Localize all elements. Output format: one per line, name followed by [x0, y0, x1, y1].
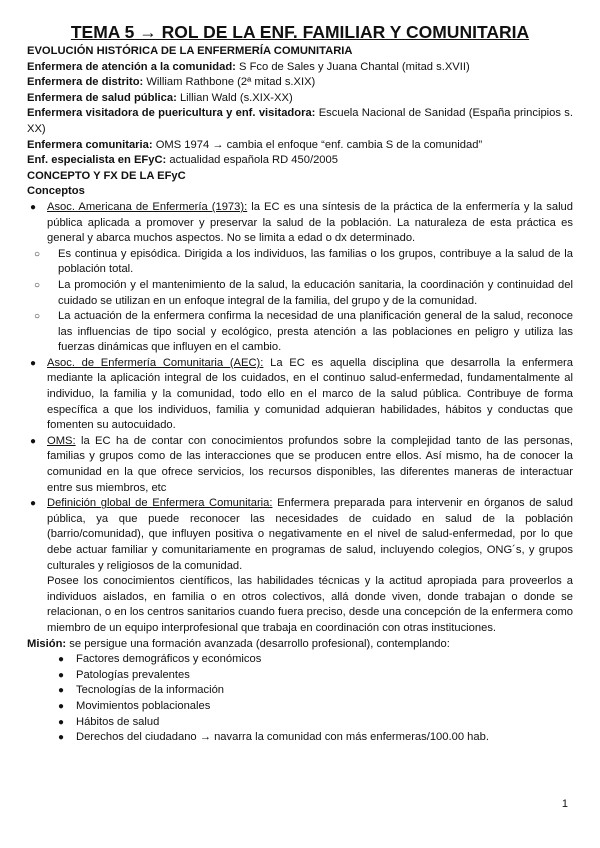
history-label: Enfermera de distrito: — [27, 76, 144, 89]
document-page — [27, 22, 573, 746]
concept-item — [27, 496, 573, 574]
mision-item — [27, 668, 573, 684]
history-line — [27, 91, 573, 107]
bullet-icon: ● — [58, 654, 65, 666]
concept-subitem-text: La promoción y el mantenimiento de la salud, la educación sanitaria, la coordinación y continuidad del cuidado se utilizan en un enfoque integral de la familia, del grupo y de la comunidad. — [58, 278, 573, 307]
subsection-heading-conceptos: Conceptos — [27, 185, 85, 198]
concept-subitem — [27, 247, 573, 278]
section-heading-concepto: CONCEPTO Y FX DE LA EFyC — [27, 169, 186, 182]
mision-item — [27, 699, 573, 715]
mision-item — [27, 715, 573, 731]
section-heading-evolucion: EVOLUCIÓN HISTÓRICA DE LA ENFERMERÍA COMUNITARIA — [27, 45, 353, 57]
mision-item-text: Derechos del ciudadano → navarra la comunidad con más enfermeras/100.00 hab. — [76, 731, 489, 744]
history-line — [27, 138, 573, 154]
mision-item-text: Factores demográficos y económicos — [76, 653, 262, 666]
history-list — [27, 60, 573, 169]
history-label: Enfermera comunitaria: — [27, 138, 153, 151]
sub-bullet-icon: ○ — [34, 311, 41, 323]
bullet-icon: ● — [58, 716, 65, 728]
history-text: Escuela Nacional de Sanidad (España principios s. XX) — [27, 107, 573, 135]
mision-line — [27, 637, 573, 653]
concept-text: La EC es aquella disciplina que desarrolla la enfermera mediante la aplicación integral de los cuidados, en el continuo salud-enfermedad, fundamentalmente al individuo, la familia y la comunidad, todo ello en el marco de la salud pública. Contribuye de forma específica a que los individuos, familia y comunidad adquieran habilidades, hábitos y conductas que fomenten su autocuidado. — [47, 356, 573, 432]
history-label: Enfermera de atención a la comunidad: — [27, 60, 236, 73]
mision-item-text: Tecnologías de la información — [76, 684, 225, 697]
bullet-icon: ● — [58, 732, 65, 744]
page-number: 1 — [561, 798, 568, 810]
mision-list — [27, 652, 573, 746]
history-text: OMS 1974 → cambia el enfoque “enf. cambia S de la comunidad” — [152, 138, 483, 151]
concept-subitem-text: La actuación de la enfermera confirma la necesidad de una planificación general de la salud, reconoce las influencias de tipo social y ecológico, presta atención a las poblaciones en peligro y utiliza las fuerzas dinámicas que influyen en el cambio. — [58, 310, 573, 354]
concept-label: Definición global de Enfermera Comunitaria: — [47, 497, 273, 510]
bullet-icon: ● — [58, 685, 65, 697]
bullet-icon: ● — [30, 498, 37, 510]
history-text: S Fco de Sales y Juana Chantal (mitad s.XVII) — [235, 60, 470, 73]
bullet-icon: ● — [58, 700, 65, 712]
mision-item-text: Patologías prevalentes — [76, 668, 190, 681]
concept-item — [27, 200, 573, 247]
concept-text: Enfermera preparada para intervenir en órganos de salud pública, ya que puede reconocer las necesidades de cuidado en salud de la población (barrio/comunidad), que influyen positiva o negativamente en el nivel de salud-enfermedad, por lo que debe actuar familiar y comunitariamente en programas de salud, incluyendo colegios, ONG´s, y grupos culturales y religiosos de la comunidad. — [47, 497, 573, 572]
concept-label: Asoc. Americana de Enfermería (1973): — [47, 200, 248, 213]
mision-item-text: Movimientos poblacionales — [76, 699, 211, 712]
bullet-icon: ● — [30, 201, 37, 213]
history-line — [27, 106, 573, 137]
concept-text: la EC es una síntesis de la práctica de la enfermería y la salud pública aplicada a promover y preservar la salud de la población. La naturaleza de esta práctica es general y abarca muchos aspectos. No se limita a edad o dx determinado. — [47, 200, 574, 245]
mision-item — [27, 652, 573, 668]
mision-text: se persigue una formación avanzada (desarrollo profesional), contemplando: — [66, 637, 450, 650]
history-line — [27, 75, 573, 91]
concept-subitem — [27, 309, 573, 356]
concept-item — [27, 356, 573, 434]
history-line — [27, 60, 573, 76]
sub-bullet-icon: ○ — [34, 248, 41, 260]
concept-subitem-text: Es continua y episódica. Dirigida a los individuos, las familias o los grupos, contribuye a la salud de la población total. — [58, 247, 573, 276]
concept-text: la EC ha de contar con conocimientos profundos sobre la complejidad tanto de las personas, familias y grupos como de las interacciones que se producen entre ellos. Así mismo, ha de conocer la comunidad en la que ofrece servicios, los recursos disponibles, las diferentes maneras de interactuar entre sus miembros, etc — [47, 434, 573, 494]
sub-bullet-icon: ○ — [34, 279, 41, 291]
history-label: Enf. especialista en EFyC: — [27, 154, 167, 167]
history-text: actualidad española RD 450/2005 — [166, 154, 338, 167]
concept-subitem — [27, 278, 573, 309]
history-label: Enfermera de salud pública: — [27, 91, 177, 104]
history-line — [27, 153, 573, 169]
mision-item — [27, 730, 573, 746]
bullet-icon: ● — [30, 435, 37, 447]
history-label: Enfermera visitadora de puericultura y enf. visitadora: — [27, 107, 316, 120]
mision-item-text: Hábitos de salud — [76, 715, 160, 728]
bullet-icon: ● — [58, 669, 65, 681]
bullet-icon: ● — [30, 357, 37, 369]
history-text: Lillian Wald (s.XIX-XX) — [176, 91, 293, 104]
history-text: William Rathbone (2ª mitad s.XIX) — [143, 76, 316, 89]
mision-label: Misión: — [27, 637, 67, 650]
concept-item — [27, 434, 573, 496]
concept-label: Asoc. de Enfermería Comunitaria (AEC): — [47, 356, 264, 369]
concept-label: OMS: — [47, 434, 76, 447]
mision-item — [27, 683, 573, 699]
document-title: TEMA 5 → ROL DE LA ENF. FAMILIAR Y COMUNITARIA — [70, 22, 530, 42]
concept-continuation: Posee los conocimientos científicos, las habilidades técnicas y la actitud apropiada para proveerlos a individuos aislados, en familia o en otros colectivos, allá donde viven, donde trabajan o donde se relacionan, o en los centros sanitarios cuando fuera preciso, desde una concepción de la enfermera como miembro de un equipo interprofesional que trabaja en coordinación con otras instituciones. — [47, 575, 573, 634]
